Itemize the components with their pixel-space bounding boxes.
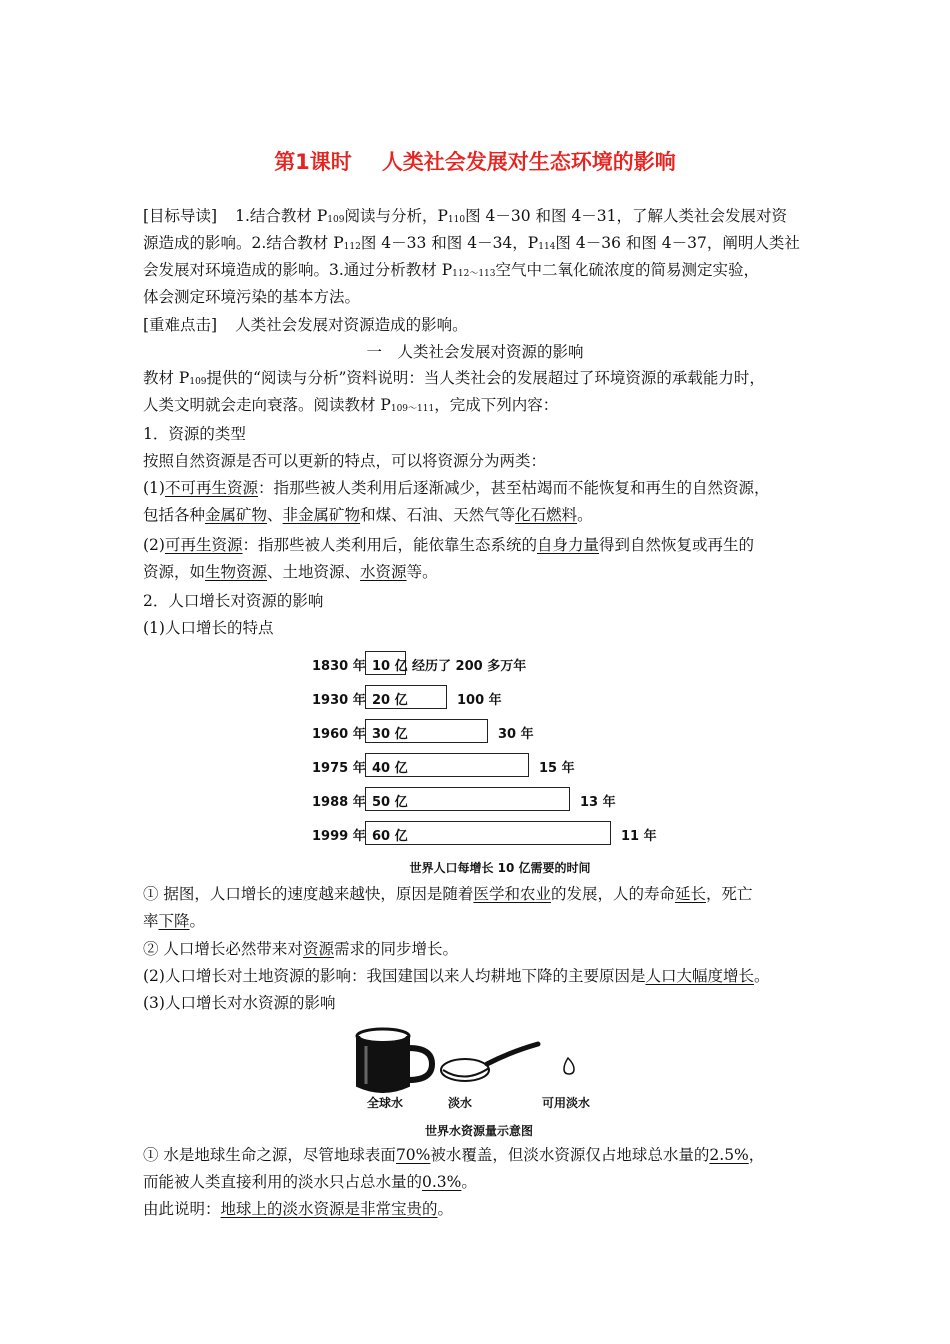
goal-line-1: [目标导读] 1.结合教材 $P_{109}$阅读与分析，$P_{110}$图 4－30 和图 4－31，了解人类社会发展对资 [143, 207, 788, 225]
spoon-icon [441, 1044, 538, 1081]
chart-bar-label: 50 亿 [372, 795, 408, 810]
nonrenewable-line-1: (1)不可再生资源：指那些被人类利用后逐渐减少，甚至枯竭而不能恢复和再生的自然资源， [143, 479, 770, 497]
heading-population: 2．人口增长对资源的影响 [143, 592, 324, 610]
chart-bar-label: 30 亿 [372, 727, 408, 742]
chart-year-label: 1988 年 [312, 795, 366, 810]
intro-line-2: 人类文明就会走向衰落。阅读教材 $P_{109\sim 111}$，完成下列内容： [143, 396, 559, 414]
water-conclusion-final: 由此说明：地球上的淡水资源是非常宝贵的。 [143, 1200, 454, 1218]
renewable-line-2: 资源，如生物资源、土地资源、水资源等。 [143, 563, 438, 581]
chart-bar-label: 20 亿 [372, 693, 408, 708]
water-conclusion-line-1: ① 水是地球生命之源，尽管地球表面70%被水覆盖，但淡水资源仅占地球总水量的2.5%， [143, 1146, 765, 1164]
conclusion-1-line-1: ① 据图，人口增长的速度越来越快，原因是随着医学和农业的发展，人的寿命延长，死亡 [143, 885, 753, 903]
label-freshwater: 淡水 [448, 1096, 473, 1110]
label-global-water: 全球水 [367, 1096, 404, 1110]
chart-year-label: 1975 年 [312, 761, 366, 776]
chart-year-label: 1830 年 [312, 659, 366, 674]
chart-bar-label: 40 亿 [372, 761, 408, 776]
chart-bar-label: 60 亿 [372, 829, 408, 844]
key-point-line: [重难点击] 人类社会发展对资源造成的影响。 [143, 316, 468, 334]
water-drop-icon [564, 1058, 574, 1074]
chart-year-label: 1960 年 [312, 727, 366, 742]
chart-duration-label: 30 年 [498, 727, 534, 742]
chart-duration-label: 经历了 200 多万年 [412, 659, 527, 674]
intro-line-1: 教材 $P_{109}$提供的“阅读与分析”资料说明：当人类社会的发展超过了环境资源的承载能力时， [143, 369, 765, 387]
heading-resource-types: 1．资源的类型 [143, 425, 246, 443]
goal-line-4: 体会测定环境污染的基本方法。 [143, 288, 361, 306]
population-chart [300, 645, 700, 880]
conclusion-1-line-2: 率下降。 [143, 912, 206, 930]
paragraph-classify: 按照自然资源是否可以更新的特点，可以将资源分为两类： [143, 452, 547, 470]
conclusion-2: ② 人口增长必然带来对资源需求的同步增长。 [143, 940, 458, 958]
water-caption: 世界水资源量示意图 [425, 1124, 534, 1138]
chart-duration-label: 100 年 [457, 693, 502, 708]
chart-year-label: 1999 年 [312, 829, 366, 844]
chart-duration-label: 13 年 [580, 795, 616, 810]
chart-year-label: 1930 年 [312, 693, 366, 708]
goal-line-2: 源造成的影响。2.结合教材 $P_{112}$图 4－33 和图 4－34，$P_{114}$图 4－36 和图 4－37，阐明人类社 [143, 234, 800, 252]
subheading-water: (3)人口增长对水资源的影响 [143, 994, 336, 1012]
chart-duration-label: 15 年 [539, 761, 575, 776]
water-conclusion-line-2: 而能被人类直接利用的淡水只占总水量的0.3%。 [143, 1173, 477, 1191]
conclusion-land: (2)人口增长对土地资源的影响：我国建国以来人均耕地下降的主要原因是人口大幅度增长。 [143, 967, 770, 985]
nonrenewable-line-2: 包括各种金属矿物、非金属矿物和煤、石油、天然气等化石燃料。 [143, 506, 593, 524]
subheading-population-trend: (1)人口增长的特点 [143, 619, 274, 637]
goal-line-3: 会发展对环境造成的影响。3.通过分析教材 $P_{112\sim 113}$空气中二氧化硫浓度的简易测定实验， [143, 261, 760, 279]
chart-bar-label: 10 亿 [372, 659, 408, 674]
water-illustration [340, 1022, 620, 1142]
section-heading: 一 人类社会发展对资源的影响 [366, 343, 584, 361]
renewable-line-1: (2)可再生资源：指那些被人类利用后，能依靠生态系统的自身力量得到自然恢复或再生的 [143, 536, 755, 554]
lesson-title: 第1课时 人类社会发展对生态环境的影响 [274, 150, 676, 174]
chart-duration-label: 11 年 [621, 829, 657, 844]
chart-caption: 世界人口每增长 10 亿需要的时间 [409, 861, 591, 875]
water-drawing [340, 1022, 620, 1102]
mug-icon [357, 1029, 432, 1092]
label-usable-freshwater: 可用淡水 [542, 1096, 591, 1110]
